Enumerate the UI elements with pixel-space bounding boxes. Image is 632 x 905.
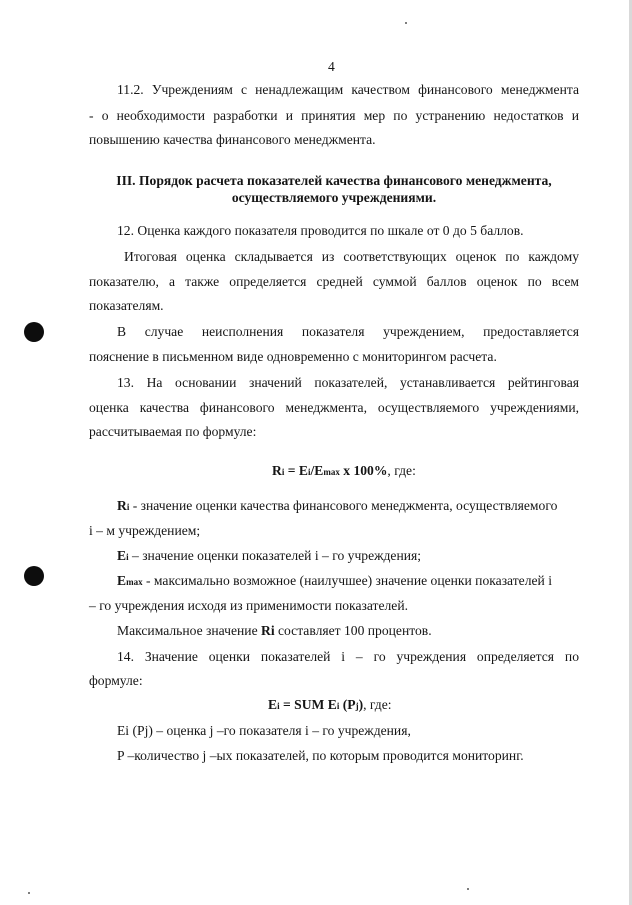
definition-subscript: i <box>126 552 129 562</box>
formula-where: , где: <box>387 463 416 478</box>
max-value-after: составляет 100 процентов. <box>274 623 432 638</box>
definition-subscript: i <box>126 502 130 512</box>
formula-symbol-r: R <box>272 463 282 478</box>
formula-subscript-i: i <box>336 701 340 711</box>
definition-ei <box>117 547 421 566</box>
section-title-line-2: осуществляемого учреждениями. <box>231 190 437 205</box>
page-number: 4 <box>328 59 335 74</box>
paragraph-14-line-2: формуле: <box>89 673 143 688</box>
definition-symbol: E <box>117 548 127 563</box>
formula-subscript-i: i <box>307 467 311 477</box>
paragraph-13-line-2: оценка качества финансового менеджмента, осуществляемого учреждениями, <box>89 400 579 415</box>
scan-speck <box>405 22 407 24</box>
formula-sum <box>268 696 392 715</box>
formula-where: , где: <box>363 697 392 712</box>
formula-subscript-i: i <box>277 701 280 711</box>
paragraph-11-2-line-1: 11.2. Учреждениям с ненадлежащим качеством финансового менеджмента <box>117 82 579 97</box>
max-value-line <box>117 622 432 640</box>
definition-p: P –количество j –ых показателей, по которым проводится мониторинг. <box>117 748 524 763</box>
paragraph-11-2-line-2: - о необходимости разработки и принятия мер по устранению недостатков и <box>89 108 579 123</box>
formula-paren-open: (P <box>339 697 356 712</box>
section-title-line-1: III. Порядок расчета показателей качества финансового менеджмента, <box>116 173 552 188</box>
formula-symbol-e: E <box>298 463 308 478</box>
formula-slash: / <box>310 463 315 478</box>
formula-sum-mid: = SUM E <box>279 697 337 712</box>
definition-subscript: max <box>126 577 143 587</box>
formula-symbol-e: E <box>314 463 324 478</box>
definition-emax-line-1 <box>117 572 552 591</box>
paragraph-12: 12. Оценка каждого показателя проводится по шкале от 0 до 5 баллов. <box>117 223 524 238</box>
paragraph-13-line-3: рассчитываемая по формуле: <box>89 424 257 439</box>
definition-text: - значение оценки качества финансового менеджмента, осуществляемого <box>129 498 558 513</box>
punch-hole <box>24 322 44 342</box>
definition-ri-line-1 <box>117 497 557 516</box>
formula-tail: x 100% <box>339 463 388 478</box>
formula-symbol-e: E <box>268 697 278 712</box>
paragraph-failure-line-2: пояснение в письменном виде одновременно с мониторингом расчета. <box>89 349 497 364</box>
definition-symbol: E <box>117 573 127 588</box>
paragraph-total-line-2: показателю, а также определяется средней суммой баллов оценок по всем <box>89 274 579 289</box>
max-value-before: Максимальное значение <box>117 623 261 638</box>
punch-hole <box>24 566 44 586</box>
max-value-symbol: Ri <box>261 623 275 638</box>
definition-text: - максимально возможное (наилучшее) значение оценки показателей i <box>142 573 552 588</box>
definition-ri-line-2: i – м учреждением; <box>89 523 201 538</box>
formula-subscript-max: max <box>323 467 340 477</box>
formula-rating <box>272 462 416 481</box>
paragraph-11-2-line-3: повышению качества финансового менеджмента. <box>89 132 376 147</box>
definition-text: – значение оценки показателей i – го учреждения; <box>128 548 422 563</box>
scan-speck <box>467 888 469 890</box>
definition-emax-line-2: – го учреждения исходя из применимости показателей. <box>89 598 408 613</box>
formula-subscript-j: j <box>355 701 359 711</box>
scan-speck <box>28 892 30 894</box>
paragraph-14-line-1: 14. Значение оценки показателей i – го учреждения определяется по <box>117 649 579 664</box>
paragraph-failure-line-1: В случае неисполнения показателя учреждением, предоставляется <box>117 324 579 339</box>
paragraph-total-line-1: Итоговая оценка складывается из соответствующих оценок по каждому <box>124 249 579 264</box>
formula-paren-close: ) <box>358 697 364 712</box>
definition-symbol: R <box>117 498 127 513</box>
formula-subscript-i: i <box>281 467 285 477</box>
formula-equals: = <box>284 463 299 478</box>
definition-pj: Ei (Pj) – оценка j –го показателя i – го учреждения, <box>117 723 411 738</box>
paragraph-13-line-1: 13. На основании значений показателей, устанавливается рейтинговая <box>117 375 579 390</box>
paragraph-total-line-3: показателям. <box>89 298 164 313</box>
